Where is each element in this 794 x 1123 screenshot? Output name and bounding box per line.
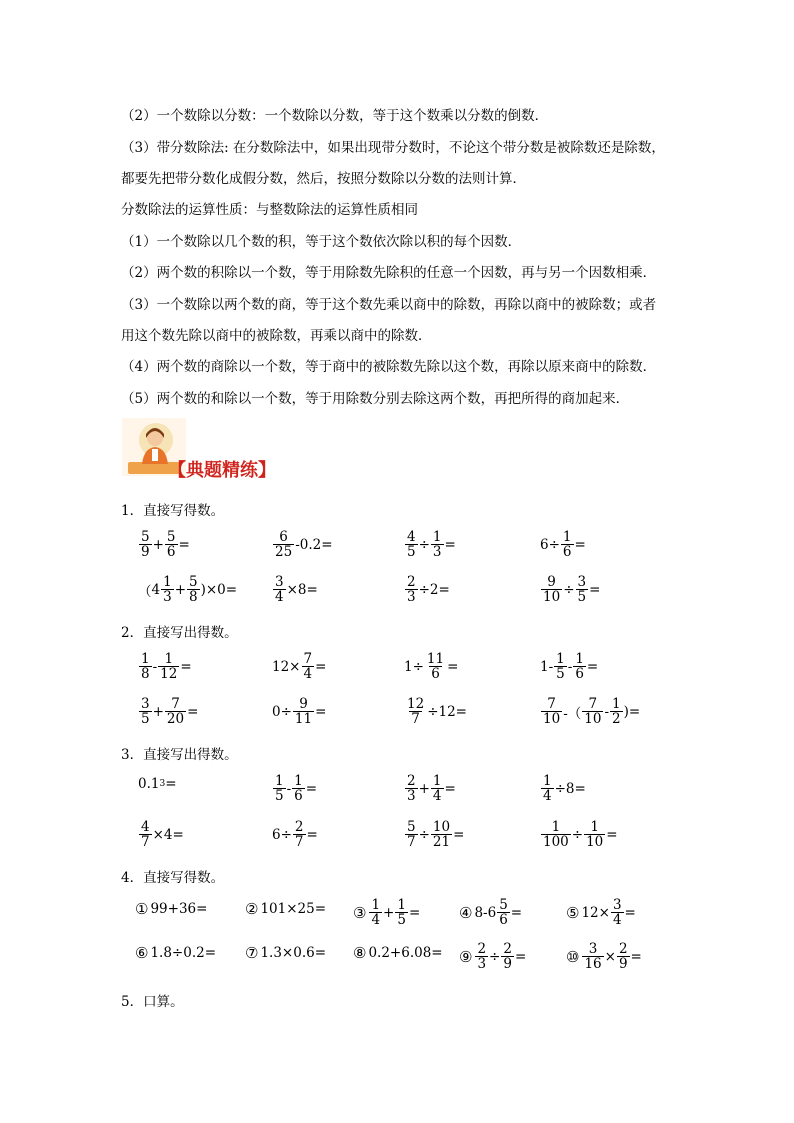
q4-expr-8: ⑧ 0.2+6.08= [353, 944, 443, 962]
question-1: 1．直接写得数。 [121, 503, 225, 519]
q3-expr-2: 1 5 - $\frac{1}{6}$ = [275, 773, 318, 805]
q4-expr-2: ② 101×25= [245, 900, 327, 918]
q2-expr-8: 7 10 -（ 7 10 - 1 2 )= [543, 696, 641, 728]
question-5: 5．口算。 [121, 994, 184, 1010]
q2-expr-3: 1÷ $\frac{11}{6}$ = [404, 651, 459, 683]
q2-expr-5: 3 5 + $\frac{7}{20}$ = [141, 696, 199, 728]
q4-expr-6: ⑥ 1.8÷0.2= [135, 944, 217, 962]
q4-expr-9: ⑨ $\frac{2}{3}$ ÷ $\frac{2}{9}$ = [459, 941, 527, 973]
q4-expr-1: ① 99+36= [135, 900, 208, 918]
q1-expr-2: 6 25 -0.2= [275, 529, 333, 561]
rule-3-line1: （3）带分数除法: 在分数除法中，如果出现带分数时，不论这个带分数是被除数还是除数， [121, 140, 665, 156]
question-3: 3．直接写出得数。 [121, 747, 238, 763]
q1-expr-4: 6÷ $\frac{1}{6}$ = [540, 529, 586, 561]
property-2: （2）两个数的积除以一个数，等于用除数先除积的任意一个因数，再与另一个因数相乘． [121, 265, 657, 281]
q4-expr-7: ⑦ 1.3×0.6= [245, 944, 327, 962]
q3-expr-3: 2 3 + $\frac{1}{4}$ = [407, 773, 456, 805]
q4-expr-5: ⑤ 12× $\frac{3}{4}$ = [566, 897, 636, 929]
q2-expr-4: 1 - 1 5 - $\frac{1}{6}$ = [540, 651, 599, 683]
q1-expr-1: 5 9 + $\frac{5}{6}$ = [141, 529, 190, 561]
property-3-line1: （3）一个数除以两个数的商，等于这个数先乘以商中的除数，再除以商中的被除数；或者 [121, 297, 657, 313]
q3-expr-5: $\frac{4}{7}$ ×4= [141, 819, 184, 851]
q4-expr-4: ④ 8-6 $\frac{5}{6}$ = [459, 897, 523, 929]
q3-expr-4: $\frac{1}{4}$ ÷8= [543, 773, 586, 805]
question-4: 4．直接写得数。 [121, 870, 225, 886]
section-heading: 【典题精练】 [168, 460, 276, 481]
q3-expr-7: $\frac{5}{7}$ ÷ $\frac{10}{21}$ = [407, 819, 465, 851]
q3-expr-8: $\frac{1}{100}$ ÷ $\frac{1}{10}$ = [543, 819, 618, 851]
property-4: （4）两个数的商除以一个数，等于商中的被除数先除以这个数，再除以原来商中的除数． [121, 359, 657, 375]
q1-expr-7: $\frac{2}{3}$ ÷2= [407, 574, 450, 606]
question-2: 2．直接写出得数。 [121, 625, 238, 641]
q1-expr-5: （ 4 1 3 + $\frac{5}{8}$ ) ×0= [138, 574, 238, 606]
q3-expr-1: 0.1 3 = [138, 776, 177, 792]
q4-expr-10: ⑩ $\frac{3}{16}$ × $\frac{2}{9}$ = [566, 941, 642, 973]
q1-expr-3: $\frac{4}{5}$ ÷ $\frac{1}{3}$ = [407, 529, 456, 561]
property-title: 分数除法的运算性质：与整数除法的运算性质相同 [121, 202, 418, 218]
q2-expr-1: 1 8 - $\frac{1}{12}$ = [141, 651, 192, 683]
q2-expr-7: $\frac{12}{7}$ ÷12= [407, 696, 467, 728]
q1-expr-6: $\frac{3}{4}$ ×8= [275, 574, 318, 606]
q1-expr-8: $\frac{9}{10}$ ÷ $\frac{3}{5}$ = [543, 574, 601, 606]
property-5: （5）两个数的和除以一个数，等于用除数分别去除这两个数，再把所得的商加起来． [121, 391, 630, 407]
q3-expr-6: 6÷ $\frac{2}{7}$ = [272, 819, 318, 851]
q4-expr-3: ③ 1 4 + $\frac{1}{5}$ = [353, 897, 421, 929]
property-3-line2: 用这个数先除以商中的被除数，再乘以商中的除数． [121, 328, 432, 344]
rule-2: （2）一个数除以分数：一个数除以分数，等于这个数乘以分数的倒数． [121, 108, 549, 124]
q2-expr-6: 0÷ $\frac{9}{11}$ = [272, 696, 327, 728]
property-1: （1）一个数除以几个数的积，等于这个数依次除以积的每个因数． [121, 234, 522, 250]
q2-expr-2: 12× $\frac{7}{4}$ = [272, 651, 327, 683]
rule-3-line2: 都要先把带分数化成假分数，然后，按照分数除以分数的法则计算． [121, 171, 526, 187]
